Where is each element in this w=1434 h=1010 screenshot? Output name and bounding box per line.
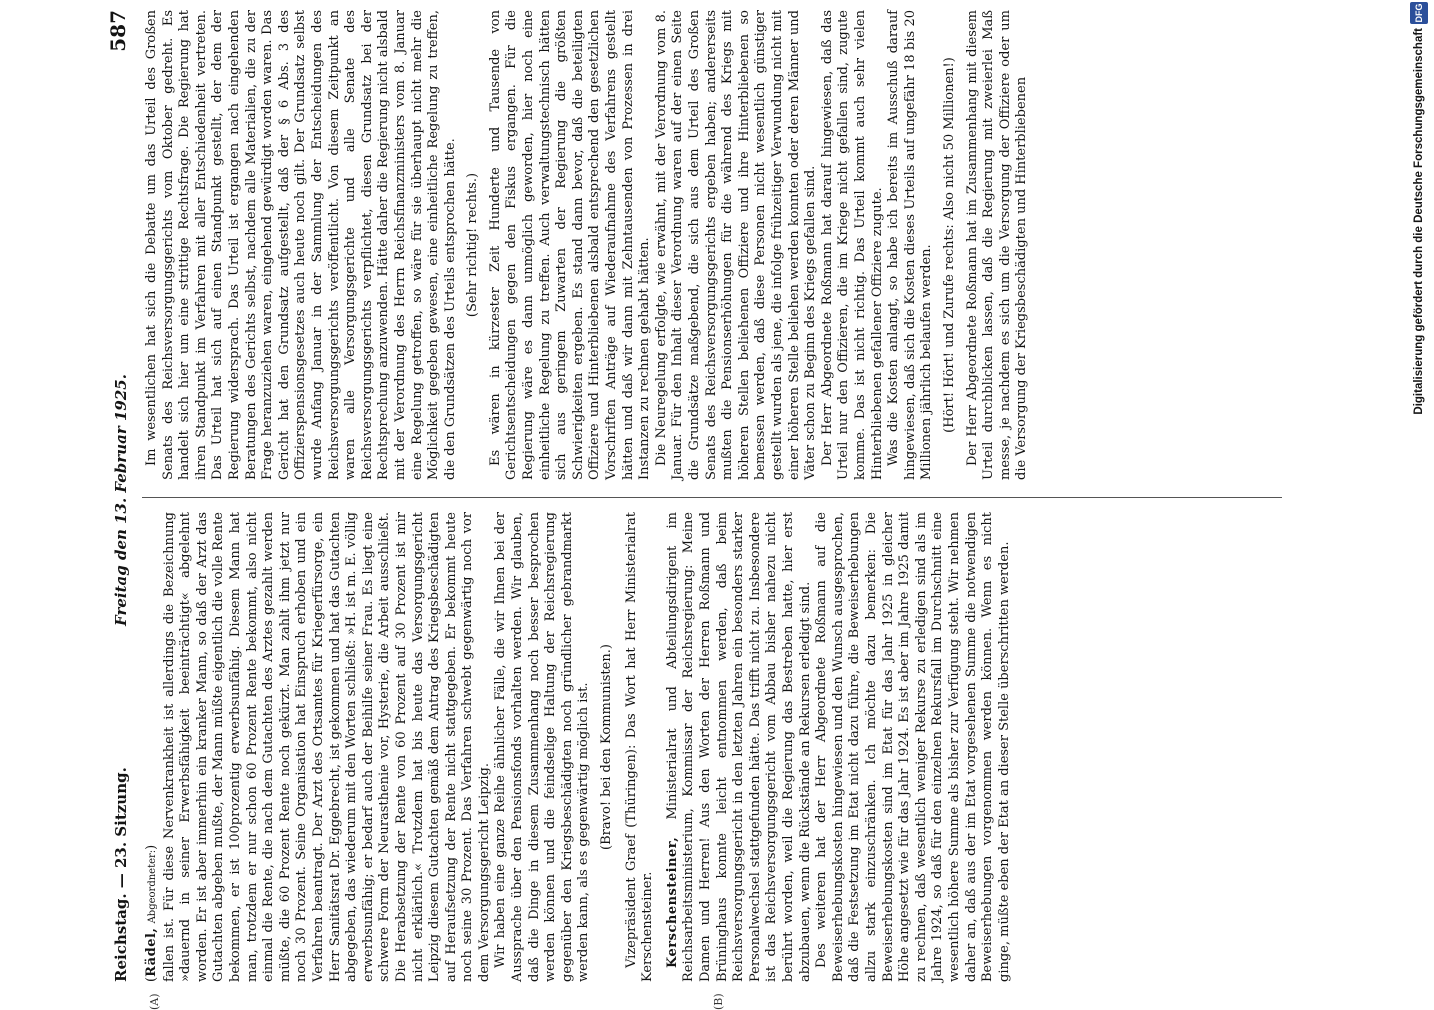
header-date: Freitag den 13. Februar 1925.: [112, 374, 130, 626]
interjection: (Bravo! bei den Kommunisten.): [599, 644, 615, 850]
interjection: (Sehr richtig! rechts.): [465, 172, 481, 318]
interjection: (Hört! Hört! und Zurufe rechts: Also nicht 50 Millionen!): [941, 57, 957, 433]
speaker-heading: (Rädel, Abgeordneter:): [144, 844, 159, 982]
scanned-page: [100, 0, 1300, 1010]
chair-announcement: Vizepräsident Graef (Thüringen): Das Wort hat Herr Ministerialrat Kerschensteiner.: [623, 512, 656, 982]
page-number: 587: [106, 10, 130, 52]
paragraph: Der Herr Abgeordnete Roßmann hat im Zusammenhang mit diesem Urteil durchblicken lassen, daß die Regierung mit zweierlei Maß messe, je nachdem es sich um die Versorgung der Offiziere oder um die Versorgung der Kriegsbeschädigten und Hinterbliebenen: [964, 10, 1030, 480]
page-frame: [100, 0, 1300, 1010]
paragraph: fallen ist. Für diese Nervenkrankheit ist allerdings die Bezeichnung »dauernd in seiner Erwerbsfähigkeit beeinträchtigt« abgelehnt worden. Er ist aber immerhin ein kranker Mann, so daß der Arzt das Gutachten abgeben mußte, der Mann müßte eigentlich die volle Rente bekommen, er ist 100prozentig erwerbsunfähig. Diesem Mann hat man, trotzdem er nur schon 60 Prozent Rente bekommt, also nicht einmal die Rente, die nach dem Gutachten des Arztes gezahlt werden müßte, die 60 Prozent Rente noch gekürzt. Man zahlt ihm jetzt nur noch 30 Prozent. Seine Organisation hat Einspruch erhoben und ein Verfahren beantragt. Der Arzt des Ortsamtes für Kriegerfürsorge, ein Herr Sanitätsrat Dr. Eggebrecht, ist gekommen und hat das Gutachten abgegeben, das wiederum mit den Worten schließt: »H. ist m. E. völlig erwerbsunfähig; er bedarf auch der Beihilfe seiner Frau. Es liegt eine schwere Form der Neurasthenie vor, Hysterie, die Arbeit ausschließt. Die Herabsetzung der Rente von 60 Prozent auf 30 Prozent ist mir nicht erklärlich.« Trotzdem hat bis heute das Versorgungsgericht Leipzig diesem Gutachten gemäß dem Antrag des Kriegsbeschädigten auf Heraufsetzung der Rente nicht stattgegeben. Er bekommt heute noch seine 30 Prozent. Das Verfahren schwebt gegenwärtig noch vor dem Versorgungsgericht Leipzig.: [161, 512, 492, 982]
right-column: [144, 10, 1031, 480]
margin-mark-b: (B): [712, 993, 725, 1010]
funding-credit-inner: [1405, 0, 1434, 1000]
speaker-name: Rädel,: [144, 927, 159, 977]
funding-credit: [1405, 0, 1434, 1000]
speaker-role: Abgeordneter:: [147, 849, 158, 924]
speaker-intro: [665, 512, 814, 982]
left-column: [144, 512, 1013, 982]
paragraph: Meine Damen und Herren! Aus den Worten der Herren Roßmann und Brüninghaus konnte leicht entnommen werden, daß beim Reichsversorgungsgericht in den letzten Jahren ein besonders starker Personalwechsel stattgefunden hätte. Das trifft nicht zu. Insbesondere ist das Reichsversorgungsgericht vom Abbau bisher nahezu nicht berührt worden, weil die Regierung das Bestreben hatte, hier erst abzubauen, wenn die Rückstände an Rekursen erledigt sind.: [681, 512, 813, 982]
speaker-role: Ministerialrat und Abteilungsdirigent im Reichsarbeitsministerium, Kommissar der Reichsregierung:: [664, 512, 697, 982]
paragraph: Die Neuregelung erfolgte, wie erwähnt, mit der Verordnung vom 8. Januar. Für den Inhalt dieser Verordnung waren auf der einen Seite die Grundsätze maßgebend, die sich aus dem Urteil des Großen Senats des Reichsversorgungsgerichts ergeben haben; andererseits mußten die Pensionserhöhungen für die während des Kriegs mit höheren Stellen beliehenen Offiziere und ihre Hinterbliebenen so bemessen werden, daß diese Personen nicht wesentlich günstiger gestellt wurden als jene, die infolge frühzeitiger Verwundung nicht mit einer höheren Stelle beliehen werden konnten oder deren Männer und Väter schon zu Beginn des Kriegs gefallen sind.: [653, 10, 819, 480]
page-header: [100, 0, 136, 1000]
column-divider: [142, 497, 1282, 498]
header-left: Reichstag. — 23. Sitzung.: [112, 767, 130, 982]
paragraph: Der Herr Abgeordnete Roßmann hat darauf hingewiesen, daß das Urteil nur den Offizieren, die im Kriege nicht gefallen sind, zugute komme. Das ist nicht richtig. Das Urteil kommt auch sehr vielen Hinterbliebenen gefallener Offiziere zugute.: [819, 10, 885, 480]
dfg-logo: DFG: [1410, 2, 1428, 24]
credit-text: Digitalisierung gefördert durch die Deutsche Forschungsgemeinschaft: [1413, 28, 1425, 415]
paragraph: Es wären in kürzester Zeit Hunderte und Tausende von Gerichtsentscheidungen gegen den Fiskus ergangen. Für die Regierung wäre es dann unmöglich geworden, hier noch eine einheitliche Regelung zu treffen. Auch verwaltungstechnisch hätten sich aus geringem Zuwarten der Regierung die größten Schwierigkeiten ergeben. Es stand dann bevor, daß die beteiligten Offiziere und Hinterbliebenen alsbald entsprechend den gesetzlichen Vorschriften Anträge auf Wiederaufnahme des Verfahrens gestellt hätten und daß wir dann mit Zehntausenden von Prozessen in drei Instanzen zu rechnen gehabt hätten.: [487, 10, 653, 480]
paragraph: Des weiteren hat der Herr Abgeordnete Roßmann auf die Beweiserhebungskosten hingewiesen und den Wunsch ausgesprochen, daß die Festsetzung im Etat nicht dazu führe, die Beweiserhebungen allzu stark einzuschränken. Ich möchte dazu bemerken: Die Beweiserhebungskosten sind im Etat für das Jahr 1925 in gleicher Höhe angesetzt wie für das Jahr 1924. Es ist aber im Jahre 1925 damit zu rechnen, daß wesentlich weniger Rekurse zu erledigen sind als im Jahre 1924, so daß für den einzelnen Rekursfall im Durchschnitt eine wesentlich höhere Summe als bisher zur Verfügung steht. Wir nehmen daher an, daß aus der im Etat vorgesehenen Summe die notwendigen Beweiserhebungen vorgenommen werden können. Wenn es nicht ginge, müßte eben der Etat an dieser Stelle überschritten werden.: [814, 512, 1012, 982]
paragraph: Was die Kosten anlangt, so habe ich bereits im Ausschuß darauf hingewiesen, daß sich die Kosten dieses Urteils auf ungefähr 18 bis 20 Millionen jährlich belaufen werden.: [886, 10, 935, 480]
margin-mark-a: (A): [148, 993, 161, 1010]
paragraph: Wir haben eine ganze Reihe ähnlicher Fälle, die wir Ihnen bei der Aussprache über den Pensionsfonds vorhalten werden. Wir glauben, daß die Dinge in diesem Zusammenhang noch besser besprochen werden können und die feindselige Haltung der Reichsregierung gegenüber den Kriegsbeschädigten noch gründlicher gebrandmarkt werden kann, als es gegenwärtig möglich ist.: [493, 512, 592, 982]
paragraph: Im wesentlichen hat sich die Debatte um das Urteil des Großen Senats des Reichsversorgungsgerichts vom Oktober gedreht. Es handelt sich hier um eine strittige Rechtsfrage. Die Regierung hat ihren Standpunkt im Verfahren mit aller Entschiedenheit vertreten. Das Urteil hat sich auf einen Standpunkt gestellt, der dem der Regierung widersprach. Das Urteil ist ergangen nach eingehenden Beratungen des Gerichts selbst, nachdem alle Materialien, die zu der Frage heranzuziehen waren, eingehend gewürdigt worden waren. Das Gericht hat den Grundsatz aufgestellt, daß der § 6 Abs. 3 des Offizierspensionsgesetzes auch heute noch gilt. Der Grundsatz selbst wurde Anfang Januar in der Sammlung der Entscheidungen des Reichsversorgungsgerichts veröffentlicht. Von diesem Zeitpunkt an waren alle Versorgungsgerichte und alle Senate des Reichsversorgungsgerichts verpflichtet, diesen Grundsatz bei der Rechtsprechung anzuwenden. Hätte daher die Regierung nicht alsbald mit der Verordnung des Herrn Reichsfinanzministers vom 8. Januar eine Regelung getroffen, so wäre für sie überhaupt nicht mehr die Möglichkeit gegeben gewesen, eine einheitliche Regelung zu treffen, die den Grundsätzen des Urteils entsprochen hätte.: [144, 10, 458, 480]
speaker-name: Kerschensteiner,: [664, 836, 680, 968]
